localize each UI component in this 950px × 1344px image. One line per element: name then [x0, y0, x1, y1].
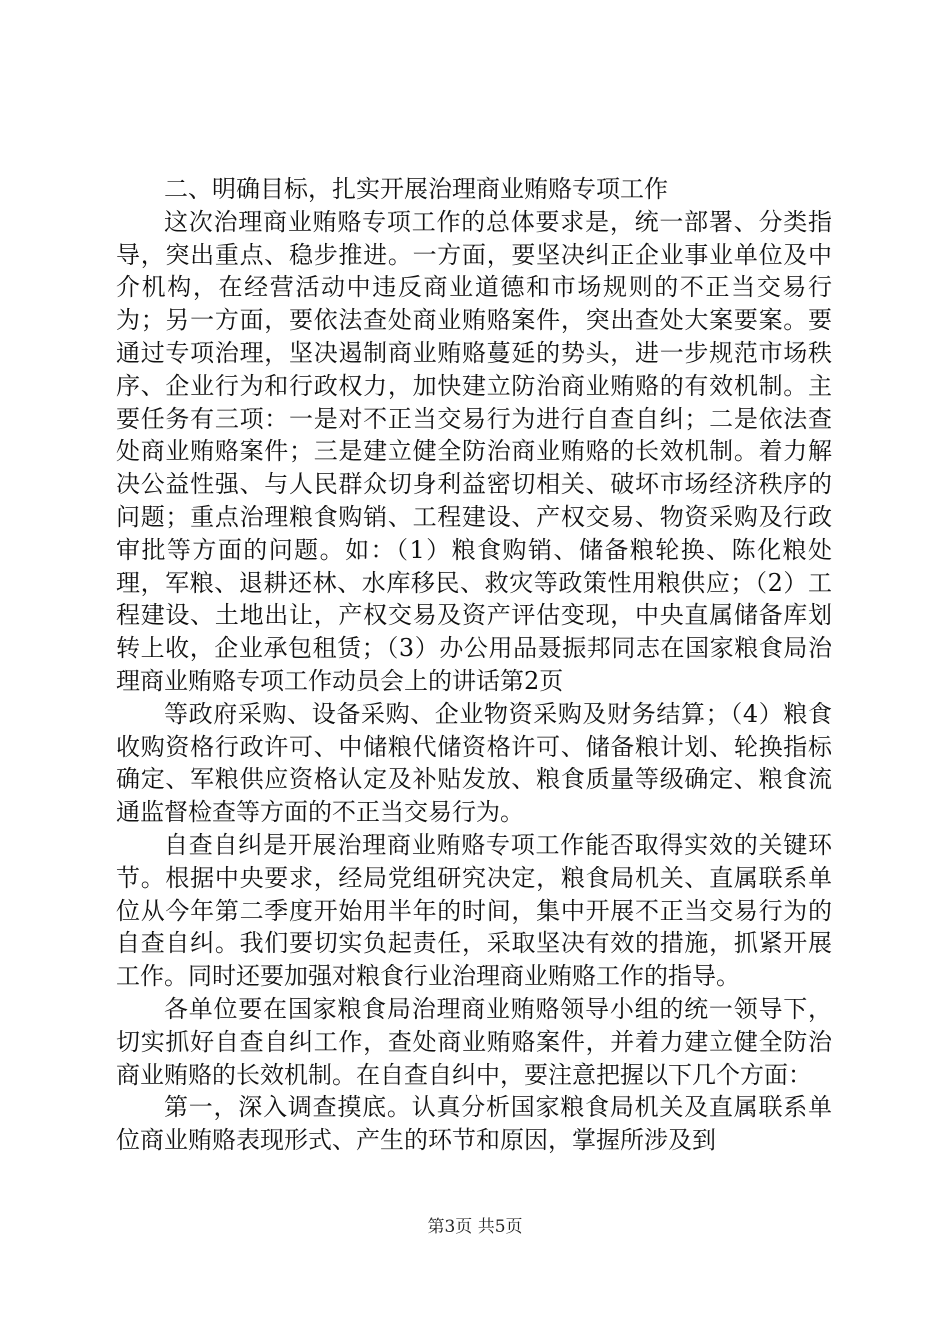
page-number: 第3页 共5页	[427, 1217, 523, 1237]
section-heading: 二、明确目标，扎实开展治理商业贿赂专项工作	[164, 175, 668, 203]
paragraph: 这次治理商业贿赂专项工作的总体要求是，统一部署、分类指导，突出重点、稳步推进。一方面，要坚决纠正企业事业单位及中介机构，在经营活动中违反商业道德和市场规则的不正当交易行为；另一方面，要依法查处商业贿赂案件，突出查处大案要案。要通过专项治理，坚决遏制商业贿赂蔓延的势头，进一步规范市场秩序、企业行为和行政权力，加快建立防治商业贿赂的有效机制。主要任务有三项：一是对不正当交易行为进行自查自纠；二是依法查处商业贿赂案件；三是建立健全防治商业贿赂的长效机制。着力解决公益性强、与人民群众切身利益密切相关、破坏市场经济秩序的问题；重点治理粮食购销、工程建设、产权交易、物资采购及行政审批等方面的问题。如：（1）粮食购销、储备粮轮换、陈化粮处理，军粮、退耕还林、水库移民、救灾等政策性用粮供应；（2）工程建设、土地出让，产权交易及资产评估变现，中央直属储备库划转上收，企业承包租赁；（3）办公用品聂振邦同志在国家粮食局治理商业贿赂专项工作动员会上的讲话第2页	[116, 207, 832, 695]
paragraph: 各单位要在国家粮食局治理商业贿赂领导小组的统一领导下，切实抓好自查自纠工作，查处商业贿赂案件，并着力建立健全防治商业贿赂的长效机制。在自查自纠中，要注意把握以下几个方面：	[116, 994, 832, 1089]
paragraph: 等政府采购、设备采购、企业物资采购及财务结算；（4）粮食收购资格行政许可、中储粮代储资格许可、储备粮计划、轮换指标确定、军粮供应资格认定及补贴发放、粮食质量等级确定、粮食流通监督检查等方面的不正当交易行为。	[116, 699, 832, 827]
paragraph: 第一，深入调查摸底。认真分析国家粮食局机关及直属联系单位商业贿赂表现形式、产生的环节和原因，掌握所涉及到	[116, 1093, 832, 1155]
paragraph: 自查自纠是开展治理商业贿赂专项工作能否取得实效的关键环节。根据中央要求，经局党组研究决定，粮食局机关、直属联系单位从今年第二季度开始用半年的时间，集中开展不正当交易行为的自查自纠。我们要切实负起责任，采取坚决有效的措施，抓紧开展工作。同时还要加强对粮食行业治理商业贿赂工作的指导。	[116, 830, 832, 991]
document-body	[116, 173, 832, 1157]
